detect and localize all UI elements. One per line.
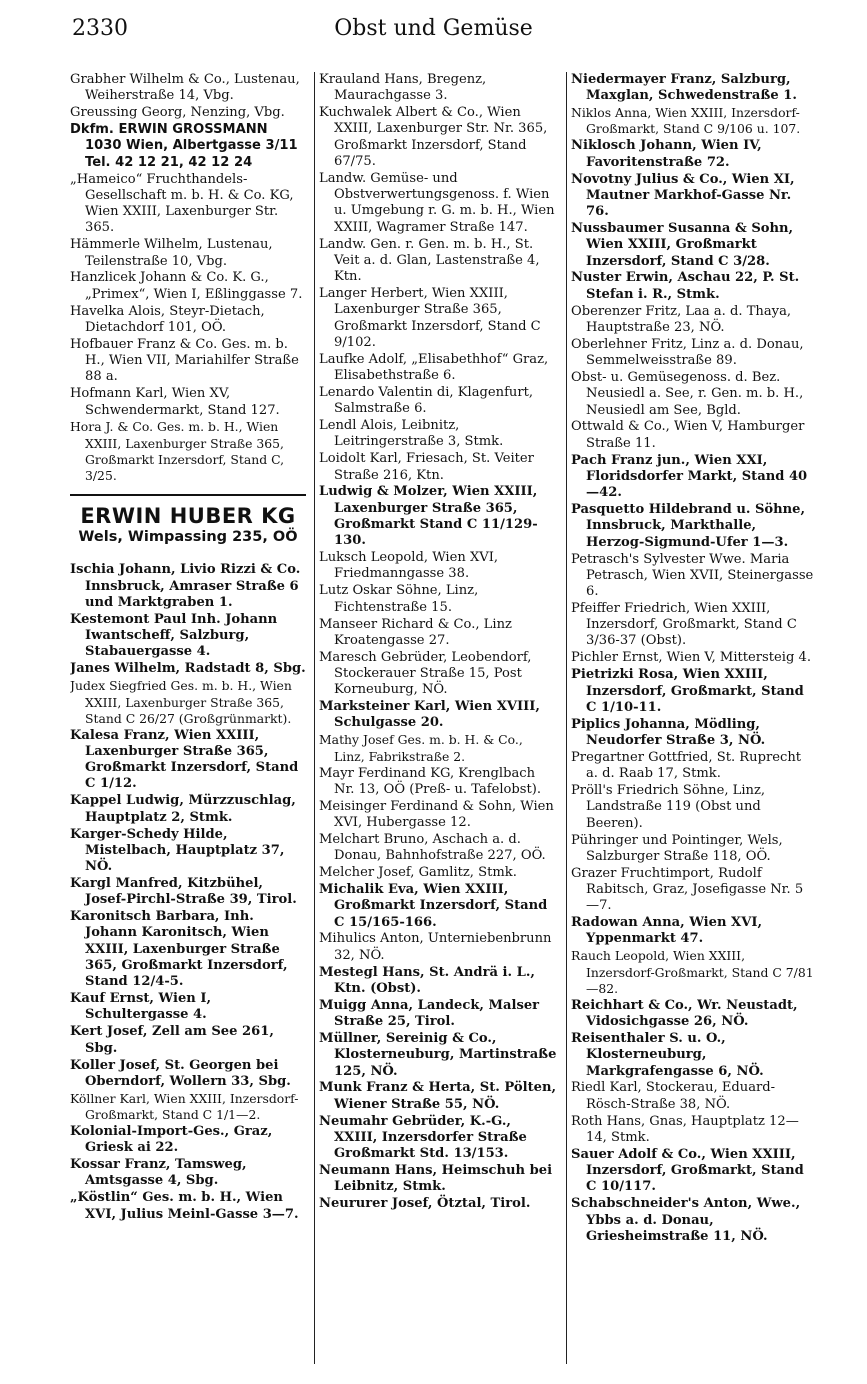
ad-address: Wels, Wimpassing 235, OÖ <box>78 529 298 546</box>
directory-entry: Piplics Johanna, Mödling, Neudorfer Straße 3, NÖ. <box>571 716 766 748</box>
directory-entry: Lutz Oskar Söhne, Linz, Fichtenstraße 15. <box>319 583 479 615</box>
directory-entry: Oberlehner Fritz, Linz a. d. Donau, Semmelweisstraße 89. <box>571 336 804 369</box>
column-2 <box>314 72 557 1364</box>
column-1 <box>70 72 306 1364</box>
directory-entry: Kalesa Franz, Wien XXIII, Laxenburger Straße 365, Großmarkt Inzersdorf, Stand C 1/12. <box>70 727 299 792</box>
directory-entry: Roth Hans, Gnas, Hauptplatz 12—14, Stmk. <box>571 1113 799 1145</box>
ad-divider <box>70 494 306 496</box>
directory-entry: Nussbaumer Susanna & Sohn, Wien XXIII, Großmarkt Inzersdorf, Stand C 3/28. <box>571 221 794 269</box>
directory-entry: Riedl Karl, Stockerau, Eduard-Rösch-Straße 38, NÖ. <box>571 1080 776 1112</box>
directory-entry: Lendl Alois, Leibnitz, Leitringerstraße 3, Stmk. <box>319 418 504 450</box>
advertisement <box>70 504 306 546</box>
directory-entry: Nuster Erwin, Aschau 22, P. St. Stefan i. R., Stmk. <box>571 270 800 302</box>
directory-entry: Reisenthaler S. u. O., Klosterneuburg, Markgrafengasse 6, NÖ. <box>571 1031 764 1079</box>
directory-entry: Niklos Anna, Wien XXIII, Inzersdorf-Großmarkt, Stand C 9/106 u. 107. <box>571 105 801 137</box>
directory-entry: Kolonial-Import-Ges., Graz, Griesk ai 22. <box>70 1123 273 1156</box>
directory-entry: Kert Josef, Zell am See 261, Sbg. <box>70 1024 274 1056</box>
directory-entry: Pröll's Friedrich Söhne, Linz, Landstraße 119 (Obst und Beeren). <box>571 783 766 831</box>
directory-entry: Judex Siegfried Ges. m. b. H., Wien XXIII, Laxenburger Straße 365, Stand C 26/27 (Großgrünmarkt). <box>70 678 292 726</box>
directory-entry: Pasquetto Hildebrand u. Söhne, Innsbruck, Markthalle, Herzog-Sigmund-Ufer 1—3. <box>571 502 806 550</box>
directory-entry: Kauf Ernst, Wien I, Schultergasse 4. <box>70 991 212 1023</box>
directory-entry: Melcher Josef, Gamlitz, Stmk. <box>319 865 517 881</box>
directory-entry: Hora J. & Co. Ges. m. b. H., Wien XXIII, Laxenburger Straße 365, Großmarkt Inzersdorf, Stand C, 3/25. <box>70 419 285 484</box>
directory-entry: Manseer Richard & Co., Linz Kroatengasse 27. <box>319 616 512 648</box>
directory-entry: Pfeiffer Friedrich, Wien XXIII, Inzersdorf, Großmarkt, Stand C 3/36-37 (Obst). <box>571 600 797 649</box>
directory-entry: Neumahr Gebrüder, K.-G., XXIII, Inzersdorfer Straße Großmarkt Std. 13/153. <box>319 1113 527 1162</box>
directory-entry: Ischia Johann, Livio Rizzi & Co. Innsbruck, Amraser Straße 6 und Marktgraben 1. <box>70 562 301 610</box>
directory-entry: Pietrizki Rosa, Wien XXIII, Inzersdorf, Großmarkt, Stand C 1/10-11. <box>571 667 804 715</box>
directory-entry: Krauland Hans, Bregenz, Maurachgasse 3. <box>319 72 487 104</box>
directory-entry: Petrasch's Sylvester Wwe. Maria Petrasch, Wien XVII, Steinergasse 6. <box>571 551 814 599</box>
column-3 <box>566 72 815 1364</box>
directory-entry: Karonitsch Barbara, Inh. Johann Karonitsch, Wien XXIII, Laxenburger Straße 365, Großmarkt Inzersdorf, Stand 12/4-5. <box>70 909 288 990</box>
directory-entry: Landw. Gemüse- und Obstverwertungsgenoss. f. Wien u. Umgebung r. G. m. b. H., Wien XXIII, Wagramer Straße 147. <box>319 170 555 235</box>
directory-entry: Oberenzer Fritz, Laa a. d. Thaya, Hauptstraße 23, NÖ. <box>571 303 792 335</box>
directory-entry: Dkfm. ERWIN GROSSMANN 1030 Wien, Albertgasse 3/11 Tel. 42 12 21, 42 12 24 <box>70 122 298 170</box>
directory-entry: Havelka Alois, Steyr-Dietach, Dietachdorf 101, OÖ. <box>70 303 265 335</box>
directory-entry: Sauer Adolf & Co., Wien XXIII, Inzersdorf, Großmarkt, Stand C 10/117. <box>571 1146 804 1195</box>
directory-entry: Mihulics Anton, Unterniebenbrunn 32, NÖ. <box>319 931 552 963</box>
directory-entry: Pach Franz jun., Wien XXI, Floridsdorfer Markt, Stand 40—42. <box>571 452 808 501</box>
directory-entry: Reichhart & Co., Wr. Neustadt, Vidosichgasse 26, NÖ. <box>571 997 798 1030</box>
directory-entry: Schabschneider's Anton, Wwe., Ybbs a. d. Donau, Griesheimstraße 11, NÖ. <box>571 1196 801 1244</box>
directory-entry: Obst- u. Gemüsegenoss. d. Bez. Neusiedl a. See, r. Gen. m. b. H., Neusiedl am See, Bgld. <box>571 370 804 418</box>
directory-entry: Müllner, Sereinig & Co., Klosterneuburg, Martinstraße 125, NÖ. <box>319 1031 557 1079</box>
page-number: 2330 <box>72 16 128 41</box>
ad-company-name: ERWIN HUBER KG <box>80 504 296 529</box>
page-header <box>0 14 867 48</box>
directory-entry: Kappel Ludwig, Mürzzuschlag, Hauptplatz 2, Stmk. <box>70 793 296 825</box>
directory-entry: Michalik Eva, Wien XXIII, Großmarkt Inzersdorf, Stand C 15/165-166. <box>319 882 548 930</box>
directory-entry: Hanzlicek Johann & Co. K. G., „Primex“, Wien I, Eßlinggasse 7. <box>70 270 303 302</box>
directory-entry: Karger-Schedy Hilde, Mistelbach, Hauptplatz 37, NÖ. <box>70 826 285 875</box>
directory-entry: Ottwald & Co., Wien V, Hamburger Straße 11. <box>571 419 805 451</box>
directory-entry: „Köstlin“ Ges. m. b. H., Wien XVI, Julius Meinl-Gasse 3—7. <box>70 1190 299 1222</box>
directory-entry: Mathy Josef Ges. m. b. H. & Co., Linz, Fabrikstraße 2. <box>319 732 523 764</box>
directory-entry: Mayr Ferdinand KG, Krenglbach Nr. 13, OÖ (Preß- u. Tafelobst). <box>319 765 542 797</box>
directory-entry: Pregartner Gottfried, St. Ruprecht a. d. Raab 17, Stmk. <box>571 749 802 782</box>
directory-entry: Kargl Manfred, Kitzbühel, Josef-Pirchl-Straße 39, Tirol. <box>70 876 297 908</box>
directory-entry: Hämmerle Wilhelm, Lustenau, Teilenstraße 10, Vbg. <box>70 237 273 269</box>
directory-entry: Munk Franz & Herta, St. Pölten, Wiener Straße 55, NÖ. <box>319 1080 557 1112</box>
directory-entry: Kestemont Paul Inh. Johann Iwantscheff, Salzburg, Stabauergasse 4. <box>70 611 278 660</box>
directory-entry: Janes Wilhelm, Radstadt 8, Sbg. <box>70 661 306 677</box>
directory-entry: Langer Herbert, Wien XXIII, Laxenburger Straße 365, Großmarkt Inzersdorf, Stand C 9/102. <box>319 286 541 350</box>
directory-entry: Hofbauer Franz & Co. Ges. m. b. H., Wien VII, Mariahilfer Straße 88 a. <box>70 336 299 385</box>
directory-entry: Lenardo Valentin di, Klagenfurt, Salmstraße 6. <box>319 384 534 417</box>
column-1-top-entries <box>70 72 306 484</box>
directory-entry: Grabher Wilhelm & Co., Lustenau, Weiherstraße 14, Vbg. <box>70 72 300 104</box>
directory-entry: Greussing Georg, Nenzing, Vbg. <box>70 105 285 121</box>
directory-entry: Pühringer und Pointinger, Wels, Salzburger Straße 118, OÖ. <box>571 832 783 864</box>
directory-entry: Laufke Adolf, „Elisabethhof“ Graz, Elisabethstraße 6. <box>319 351 549 383</box>
directory-entry: Landw. Gen. r. Gen. m. b. H., St. Veit a. d. Glan, Lastenstraße 4, Ktn. <box>319 236 540 285</box>
directory-entry: Köllner Karl, Wien XXIII, Inzersdorf-Großmarkt, Stand C 1/1—2. <box>70 1090 299 1122</box>
directory-entry: Ludwig & Molzer, Wien XXIII, Laxenburger Straße 365, Großmarkt Stand C 11/129-130. <box>319 484 538 549</box>
directory-entry: Neumann Hans, Heimschuh bei Leibnitz, Stmk. <box>319 1163 553 1195</box>
directory-entry: Hofmann Karl, Wien XV, Schwendermarkt, Stand 127. <box>70 386 280 418</box>
directory-entry: Grazer Fruchtimport, Rudolf Rabitsch, Graz, Josefigasse Nr. 5—7. <box>571 865 804 914</box>
directory-entry: Koller Josef, St. Georgen bei Oberndorf, Wollern 33, Sbg. <box>70 1057 291 1089</box>
directory-entry: Mestegl Hans, St. Andrä i. L., Ktn. (Obst). <box>319 964 535 996</box>
directory-entry: Loidolt Karl, Friesach, St. Veiter Straße 216, Ktn. <box>319 451 534 483</box>
page-title: Obst und Gemüse <box>334 16 533 41</box>
directory-entry: „Hameico“ Fruchthandels-Gesellschaft m. b. H. & Co. KG, Wien XXIII, Laxenburger Str. 365. <box>70 171 294 236</box>
directory-entry: Novotny Julius & Co., Wien XI, Mautner Markhof-Gasse Nr. 76. <box>571 171 795 220</box>
directory-entry: Neururer Josef, Ötztal, Tirol. <box>319 1196 531 1212</box>
directory-entry: Luksch Leopold, Wien XVI, Friedmanngasse 38. <box>319 550 499 582</box>
directory-entry: Meisinger Ferdinand & Sohn, Wien XVI, Hubergasse 12. <box>319 798 554 830</box>
directory-entry: Marksteiner Karl, Wien XVIII, Schulgasse 20. <box>319 699 540 731</box>
directory-entry: Muigg Anna, Landeck, Malser Straße 25, Tirol. <box>319 997 540 1030</box>
directory-entry: Kuchwalek Albert & Co., Wien XXIII, Laxenburger Str. Nr. 365, Großmarkt Inzersdorf, Stand 67/75. <box>319 105 548 169</box>
directory-entry: Maresch Gebrüder, Leobendorf, Stockerauer Straße 15, Post Korneuburg, NÖ. <box>319 649 532 698</box>
column-1-bottom-entries <box>70 562 306 1222</box>
directory-entry: Kossar Franz, Tamsweg, Amtsgasse 4, Sbg. <box>70 1157 247 1189</box>
directory-entry: Melchart Bruno, Aschach a. d. Donau, Bahnhofstraße 227, OÖ. <box>319 831 546 864</box>
directory-entry: Radowan Anna, Wien XVI, Yppenmarkt 47. <box>571 915 763 947</box>
directory-entry: Niklosch Johann, Wien IV, Favoritenstraße 72. <box>571 138 762 170</box>
directory-entry: Rauch Leopold, Wien XXIII, Inzersdorf-Großmarkt, Stand C 7/81—82. <box>571 948 814 996</box>
directory-entry: Niedermayer Franz, Salzburg, Maxglan, Schwedenstraße 1. <box>571 72 797 104</box>
directory-entry: Pichler Ernst, Wien V, Mittersteig 4. <box>571 650 812 666</box>
